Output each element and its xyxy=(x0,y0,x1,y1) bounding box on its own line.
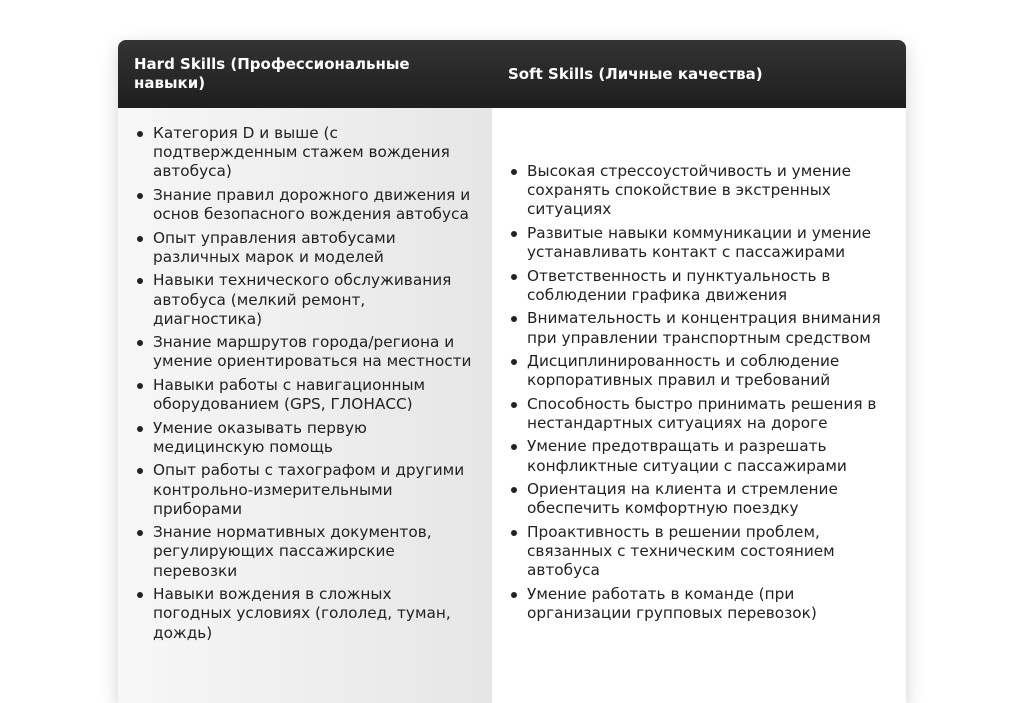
list-item: Развитые навыки коммуникации и умение устанавливать контакт с пассажирами xyxy=(508,224,890,262)
list-item: Категория D и выше (с подтвержденным стажем вождения автобуса) xyxy=(134,124,474,182)
header-soft-skills: Soft Skills (Личные качества) xyxy=(508,64,763,83)
list-item: Навыки вождения в сложных погодных условиях (гололед, туман, дождь) xyxy=(134,585,474,643)
list-item: Знание нормативных документов, регулирующих пассажирские перевозки xyxy=(134,523,474,581)
hard-skills-list xyxy=(134,124,474,647)
header-hard-skills: Hard Skills (Профессиональные навыки) xyxy=(134,55,410,92)
skills-table xyxy=(118,40,906,703)
list-item: Навыки технического обслуживания автобуса (мелкий ремонт, диагностика) xyxy=(134,271,474,329)
list-item: Умение работать в команде (при организации групповых перевозок) xyxy=(508,585,890,623)
hard-skills-column xyxy=(118,108,492,703)
soft-skills-column xyxy=(492,108,906,703)
list-item: Опыт управления автобусами различных марок и моделей xyxy=(134,229,474,267)
soft-skills-list xyxy=(508,162,890,627)
list-item: Знание маршрутов города/региона и умение ориентироваться на местности xyxy=(134,333,474,371)
list-item: Ответственность и пунктуальность в соблюдении графика движения xyxy=(508,267,890,305)
list-item: Внимательность и концентрация внимания при управлении транспортным средством xyxy=(508,309,890,347)
table-body xyxy=(118,108,906,703)
list-item: Навыки работы с навигационным оборудованием (GPS, ГЛОНАСС) xyxy=(134,376,474,414)
list-item: Способность быстро принимать решения в нестандартных ситуациях на дороге xyxy=(508,395,890,433)
table-header xyxy=(118,40,906,108)
list-item: Опыт работы с тахографом и другими контрольно-измерительными приборами xyxy=(134,461,474,519)
list-item: Дисциплинированность и соблюдение корпоративных правил и требований xyxy=(508,352,890,390)
list-item: Умение предотвращать и разрешать конфликтные ситуации с пассажирами xyxy=(508,437,890,475)
list-item: Высокая стрессоустойчивость и умение сохранять спокойствие в экстренных ситуациях xyxy=(508,162,890,220)
list-item: Умение оказывать первую медицинскую помощь xyxy=(134,419,474,457)
list-item: Ориентация на клиента и стремление обеспечить комфортную поездку xyxy=(508,480,890,518)
list-item: Знание правил дорожного движения и основ безопасного вождения автобуса xyxy=(134,186,474,224)
list-item: Проактивность в решении проблем, связанных с техническим состоянием автобуса xyxy=(508,523,890,581)
